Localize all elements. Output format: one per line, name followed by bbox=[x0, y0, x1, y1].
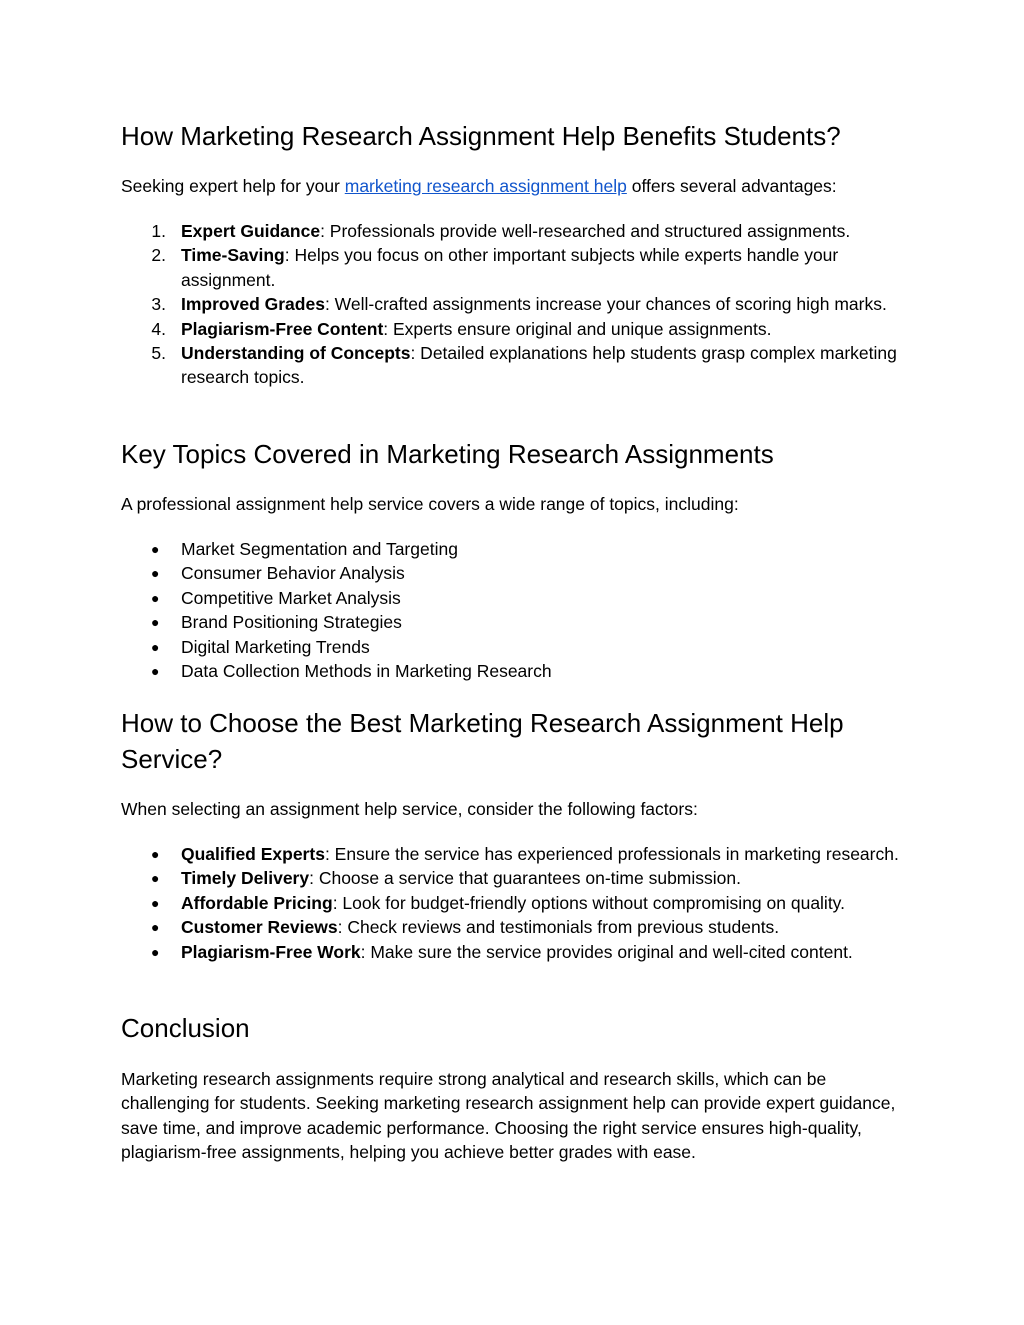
list-item-text: Competitive Market Analysis bbox=[181, 587, 401, 608]
bullet-icon: ● bbox=[151, 638, 160, 655]
heading-benefits: How Marketing Research Assignment Help Benefits Students? bbox=[121, 121, 841, 151]
list-item bbox=[121, 940, 911, 964]
list-number: 2. bbox=[151, 245, 166, 266]
list-item-desc: : Ensure the service has experienced professionals in marketing research. bbox=[324, 844, 899, 864]
list-item-desc: : Make sure the service provides original and well-cited content. bbox=[360, 941, 853, 962]
bullet-icon: ● bbox=[151, 565, 160, 582]
list-item bbox=[121, 561, 911, 585]
bullet-icon: ● bbox=[151, 919, 160, 936]
heading-topics: Key Topics Covered in Marketing Research Assignments bbox=[121, 439, 774, 469]
list-item bbox=[121, 317, 911, 341]
list-item-text: Data Collection Methods in Marketing Research bbox=[181, 661, 552, 682]
bullet-icon: ● bbox=[151, 663, 160, 680]
list-item-desc: : Professionals provide well-researched and structured assignments. bbox=[320, 221, 851, 241]
factors-list bbox=[121, 842, 911, 964]
list-item-desc: : Experts ensure original and unique assignments. bbox=[383, 318, 772, 339]
list-item-text: Consumer Behavior Analysis bbox=[181, 563, 405, 584]
list-item-term: Time-Saving bbox=[181, 245, 285, 266]
list-number: 4. bbox=[151, 318, 166, 339]
list-item-text: Market Segmentation and Targeting bbox=[181, 539, 458, 559]
heading-conclusion: Conclusion bbox=[121, 1013, 250, 1043]
conclusion-text: Marketing research assignments require strong analytical and research skills, which can be challenging for students. Seeking marketing research assignment help can provide expert guidance, save time, and improve academic performance. Choosing the right service ensures high-quality, plagiarism-free assignments, helping you achieve better grades with ease. bbox=[121, 1069, 896, 1163]
list-item-desc: : Well-crafted assignments increase your chances of scoring high marks. bbox=[324, 294, 887, 315]
list-item bbox=[121, 842, 911, 866]
bullet-icon: ● bbox=[151, 589, 160, 606]
list-item bbox=[121, 341, 911, 390]
list-item-term: Affordable Pricing bbox=[181, 892, 333, 913]
list-number: 5. bbox=[151, 343, 166, 364]
bullet-icon: ● bbox=[151, 943, 160, 960]
list-item-text: Brand Positioning Strategies bbox=[181, 612, 402, 633]
benefits-intro-after: offers several advantages: bbox=[626, 176, 837, 196]
list-item-term: Plagiarism-Free Content bbox=[181, 318, 384, 339]
list-item bbox=[121, 610, 911, 634]
list-item-desc: : Choose a service that guarantees on-time submission. bbox=[309, 868, 741, 889]
topics-intro: A professional assignment help service covers a wide range of topics, including: bbox=[121, 494, 739, 514]
marketing-research-help-link[interactable]: marketing research assignment help bbox=[344, 176, 627, 196]
topics-list bbox=[121, 537, 911, 683]
benefits-intro bbox=[121, 174, 837, 198]
list-number: 1. bbox=[151, 221, 166, 241]
list-item bbox=[121, 292, 911, 316]
list-number: 3. bbox=[151, 294, 166, 315]
list-item bbox=[121, 659, 911, 683]
heading-choose: How to Choose the Best Marketing Research Assignment Help Service? bbox=[121, 708, 844, 774]
list-item bbox=[121, 866, 911, 890]
list-item bbox=[121, 635, 911, 659]
list-item-desc: : Helps you focus on other important subjects while experts handle your assignment. bbox=[181, 245, 839, 290]
list-item bbox=[121, 243, 911, 292]
choose-intro: When selecting an assignment help service, consider the following factors: bbox=[121, 799, 698, 819]
list-item-term: Understanding of Concepts bbox=[181, 343, 411, 364]
list-item bbox=[121, 537, 911, 561]
list-item bbox=[121, 586, 911, 610]
benefits-list bbox=[121, 219, 911, 390]
list-item-term: Expert Guidance bbox=[181, 221, 321, 241]
list-item-desc: : Check reviews and testimonials from previous students. bbox=[337, 917, 780, 938]
list-item-desc: : Detailed explanations help students grasp complex marketing research topics. bbox=[181, 343, 897, 388]
list-item bbox=[121, 915, 911, 939]
list-item-desc: : Look for budget-friendly options without compromising on quality. bbox=[332, 892, 845, 913]
list-item-term: Timely Delivery bbox=[181, 868, 310, 889]
list-item-term: Plagiarism-Free Work bbox=[181, 941, 361, 962]
bullet-icon: ● bbox=[151, 846, 160, 862]
bullet-icon: ● bbox=[151, 894, 160, 911]
list-item-term: Customer Reviews bbox=[181, 917, 338, 938]
list-item-term: Qualified Experts bbox=[181, 844, 325, 864]
list-item-term: Improved Grades bbox=[181, 294, 325, 315]
list-item-text: Digital Marketing Trends bbox=[181, 636, 370, 657]
list-item bbox=[121, 219, 911, 243]
bullet-icon: ● bbox=[151, 614, 160, 631]
bullet-icon: ● bbox=[151, 541, 160, 557]
bullet-icon: ● bbox=[151, 870, 160, 887]
benefits-intro-before: Seeking expert help for your bbox=[121, 176, 345, 196]
list-item bbox=[121, 891, 911, 915]
